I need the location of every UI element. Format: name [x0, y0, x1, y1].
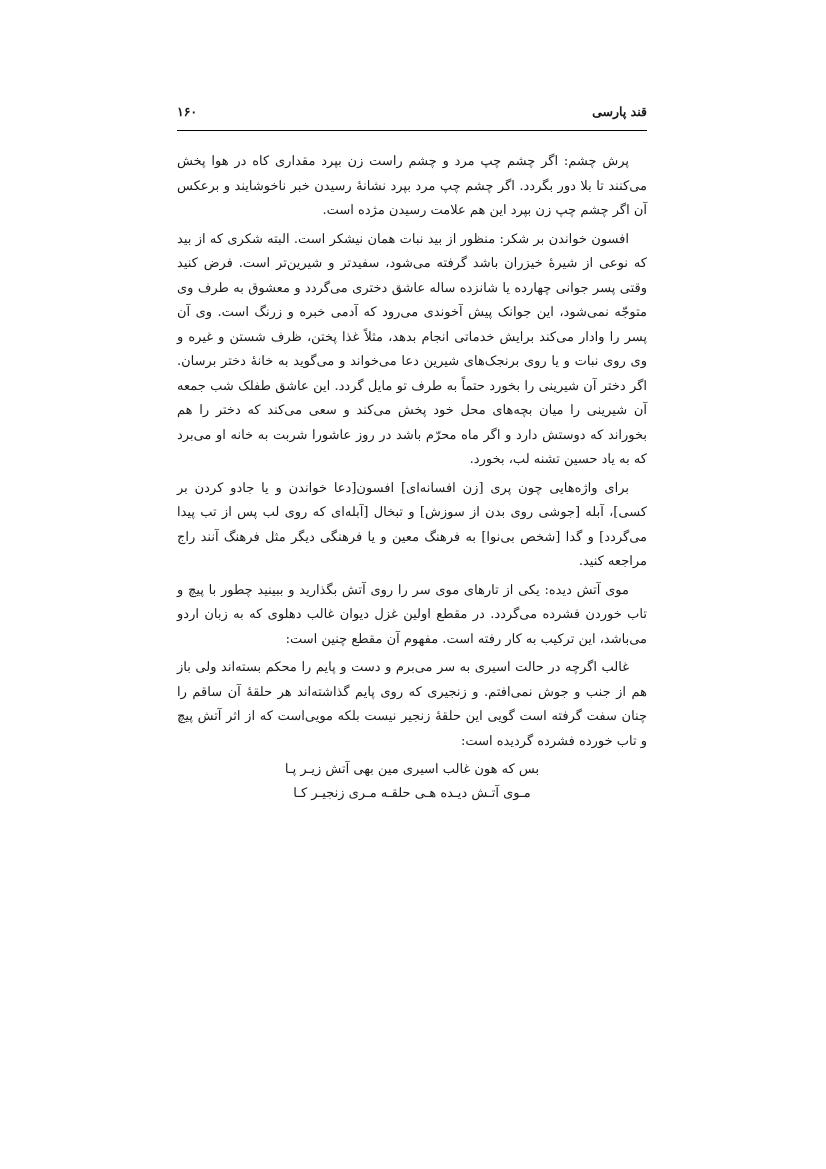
verse-line: بس که هون غالب اسیری مین بهی آتش زیـر پـا	[284, 762, 540, 777]
page-body	[177, 150, 647, 806]
verse-line: مـوی آتـش دیـده هـی حلقـه مـری زنجیـر کـا	[293, 786, 531, 801]
paragraph-ghalib-meaning: غالب اگرچه در حالت اسیری به سر می‌برم و دست و پایم را محکم بسته‌اند ولی باز هم از جنب و جوش نمی‌افتم. و زنجیری که روی پایم گذاشته‌اند هر حلقهٔ آن ساقم را چنان سفت گرفته است گویی این حلقهٔ زنجیر نیست بلکه مویی‌است که از اثر آتش پیچ و تاب خورده فشرده گردیده است:	[177, 660, 647, 749]
running-title: قند پارسی	[592, 104, 647, 119]
paragraph-sugar-spell: افسون خواندن بر شکر: منظور از بید نبات همان نیشکر است. البته شکری که از بید که نوعی از شیرهٔ خیزران باشد گرفته می‌شود، سفیدتر و شیرین‌تر است. فرض کنید وقتی پسر جوانی چهارده یا شانزده ساله عاشق دختری می‌گردد و معشوق به طرف وی متوجّه نمی‌شود، این جوانک پیش آخوندی می‌رود که آدمی خبره و زرنگ است. وی آن پسر را وادار می‌کند برایش خدماتی انجام بدهد، مثلاً غذا پختن، ظرف شستن و غیره و وی روی نبات و یا روی برنجک‌های شیرین دعا می‌خواند و می‌گوید به خانهٔ دختر برسان. اگر دختر آن شیرینی را بخورد حتماً به طرف تو مایل گردد. این عاشق طفلک شب جمعه آن شیرینی را میان بچه‌های محل خود پخش می‌کند و سعی می‌کند که دختر را هم بخوراند که دوستش دارد و اگر ماه محرّم باشد در روز عاشورا شربت به خانه او می‌برد که به یاد حسین تشنه لب، بخورد.	[177, 231, 647, 467]
header-divider	[177, 130, 647, 131]
page-number: ۱۶۰	[177, 104, 198, 119]
paragraph-burnt-hair: موی آتش دیده: یکی از تارهای موی سر را روی آتش بگذارید و ببینید چطور با پیچ و تاب خوردن فشرده می‌گردد. در مقطع اولین غزل دیوان غالب دهلوی که به زبان اردو می‌باشد، این ترکیب به کار رفته است. مفهوم آن مقطع چنین است:	[177, 582, 647, 647]
page-header	[177, 104, 647, 124]
paragraph-glossary-note: برای واژه‌هایی چون پری [زن افسانه‌ای] افسون[دعا خواندن و یا جادو کردن بر کسی]، آبله [جوشی روی بدن از سوزش] و تبخال [آبله‌ای که روی لب پس از تب پیدا می‌گردد] و گدا [شخص بی‌نوا] به فرهنگ معین و یا فرهنگی دیگر مثل فرهنگ آنند راج مراجعه کنید.	[177, 480, 647, 569]
verse-couplet	[177, 758, 647, 806]
paragraph-eye-twitch: پرش چشم: اگر چشم چپ مرد و چشم راست زن بپرد مقداری کاه در هوا پخش می‌کنند تا بلا دور بگردد. اگر چشم چپ مرد بپرد نشانهٔ رسیدن خبر ناخوشایند و برعکس آن اگر چشم چپ زن بپرد این هم علامت رسیدن مژده است.	[177, 154, 647, 218]
